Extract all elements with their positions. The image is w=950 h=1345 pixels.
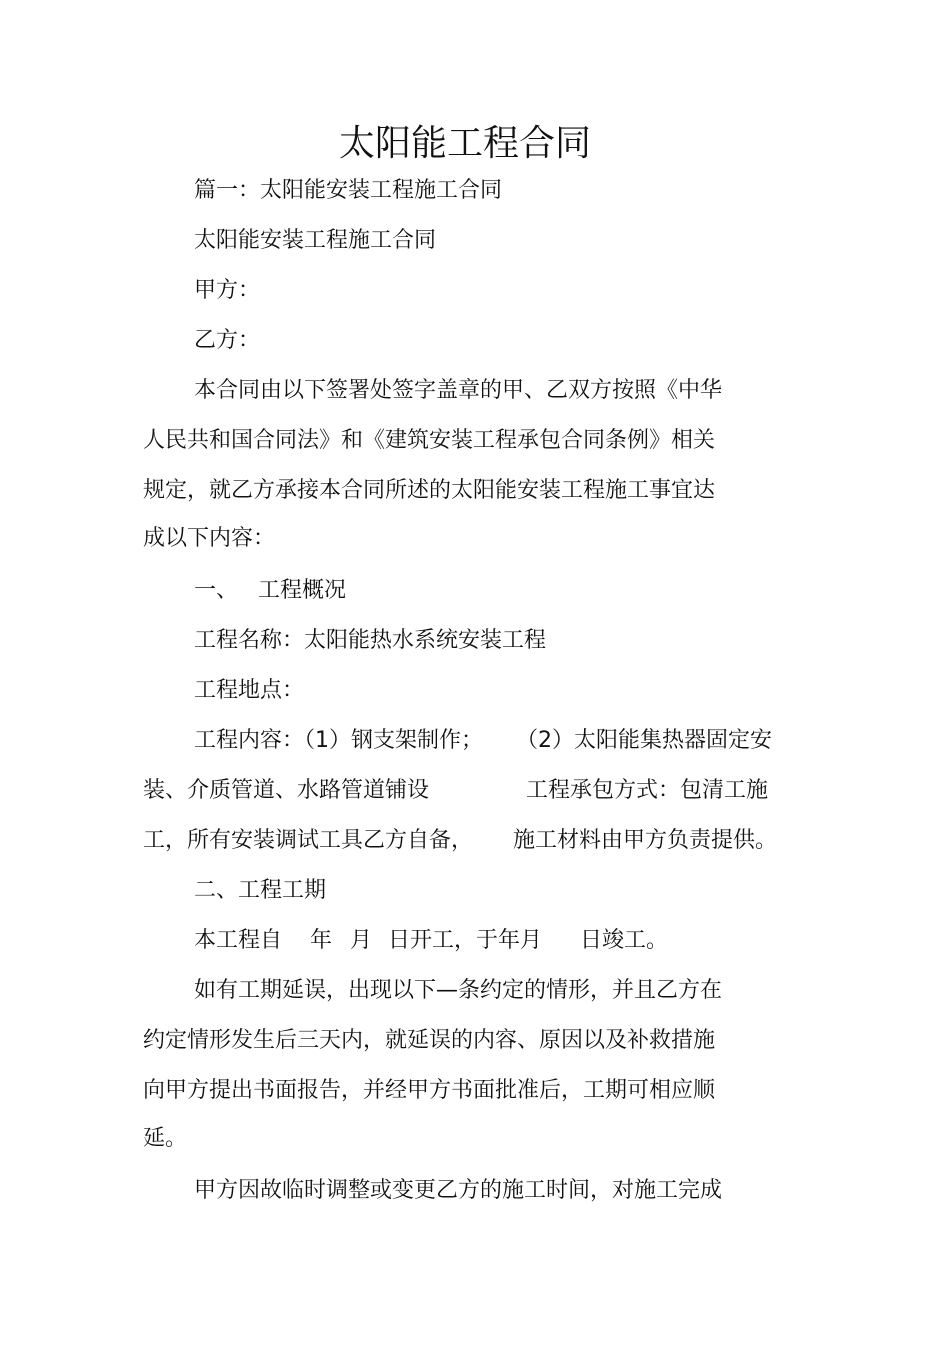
text-line: 乙方：: [194, 328, 261, 353]
text-line: 工程名称：太阳能热水系统安装工程: [194, 628, 547, 653]
text-line: 装、介质管道、水路管道铺设: [143, 778, 430, 803]
text-line: 工，所有安装调试工具乙方自备，: [143, 828, 474, 853]
text-line: 甲方因故临时调整或变更乙方的施工时间，对施工完成: [194, 1178, 723, 1203]
text-line: 如有工期延误，出现以下—条约定的情形，并且乙方在: [194, 978, 723, 1003]
text-line: 规定，就乙方承接本合同所述的太阳能安装工程施工事宜达: [143, 478, 716, 503]
text-line: 延。: [143, 1126, 188, 1151]
text-line: 本合同由以下签署处签字盖章的甲、乙双方按照《中华: [194, 378, 723, 403]
text-line: 本工程自: [194, 928, 283, 953]
text-line: 日开工，于年月: [388, 928, 543, 953]
text-line: 工程地点：: [194, 678, 305, 703]
text-line: 工程内容：（1）钢支架制作；: [194, 728, 483, 753]
document-title: 太阳能工程合同: [338, 123, 591, 164]
section-heading: 工程概况: [258, 578, 347, 603]
text-line: 篇一：太阳能安装工程施工合同: [194, 178, 503, 203]
text-line: 甲方：: [194, 278, 261, 303]
text-line: （2）太阳能集热器固定安: [516, 728, 772, 753]
text-line: 日竣工。: [580, 928, 669, 953]
text-line: 人民共和国合同法》和《建筑安装工程承包合同条例》相关: [143, 428, 716, 453]
text-line: 太阳能安装工程施工合同: [194, 228, 437, 253]
section-heading: 二、工程工期: [194, 878, 327, 903]
section-number: 一、: [194, 578, 239, 603]
text-line: 成以下内容：: [143, 526, 276, 551]
text-line: 年: [310, 928, 333, 953]
text-line: 约定情形发生后三天内，就延误的内容、原因以及补救措施: [143, 1028, 716, 1053]
text-line: 施工材料由甲方负责提供。: [513, 828, 778, 853]
text-line: 向甲方提出书面报告，并经甲方书面批准后，工期可相应顺: [143, 1078, 716, 1103]
text-line: 月: [350, 928, 373, 953]
text-line: 工程承包方式：包清工施: [526, 778, 769, 803]
